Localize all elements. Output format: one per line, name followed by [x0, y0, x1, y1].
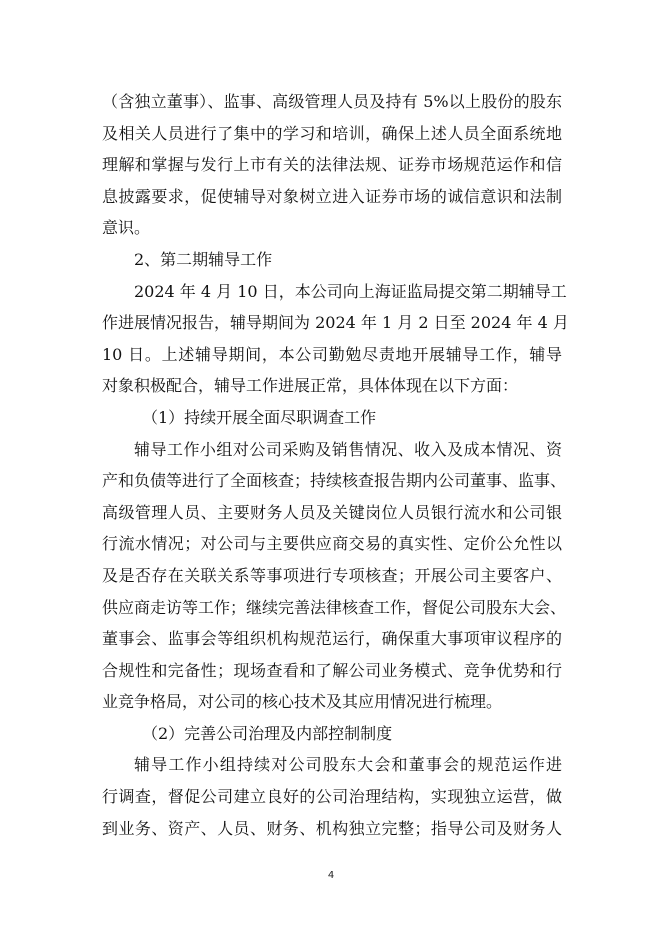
text-line: 董事会、监事会等组织机构规范运行，确保重大事项审议程序的 — [102, 629, 562, 649]
text-line: 及是否存在关联关系等事项进行专项核查；开展公司主要客户、 — [102, 565, 562, 585]
text-line: 合规性和完备性；现场查看和了解公司业务模式、竞争优势和行 — [102, 660, 562, 680]
text-line: 行流水情况；对公司与主要供应商交易的真实性、定价公允性以 — [102, 534, 562, 554]
text-line: 息披露要求，促使辅导对象树立进入证券市场的诚信意识和法制 — [102, 186, 562, 206]
text-line: 业竞争格局，对公司的核心技术及其应用情况进行梳理。 — [102, 692, 503, 712]
text-line: 及相关人员进行了集中的学习和培训，确保上述人员全面系统地 — [102, 123, 562, 143]
text-line: 理解和掌握与发行上市有关的法律法规、证券市场规范运作和信 — [102, 155, 562, 175]
text-line: 产和负债等进行了全面核查；持续核查报告期内公司董事、监事、 — [102, 471, 567, 491]
text-line: 辅导工作小组持续对公司股东大会和董事会的规范运作进 — [134, 755, 562, 775]
text-line: 到业务、资产、人员、财务、机构独立完整；指导公司及财务人 — [102, 818, 562, 838]
text-line: 意识。 — [102, 218, 151, 238]
text-line: 10 日。上述辅导期间，本公司勤勉尽责地开展辅导工作，辅导 — [102, 344, 562, 364]
text-line: 高级管理人员、主要财务人员及关键岗位人员银行流水和公司银 — [102, 502, 562, 522]
text-line: 行调查，督促公司建立良好的公司治理结构，实现独立运营，做 — [102, 787, 562, 807]
text-line: （含独立董事）、监事、高级管理人员及持有 5%以上股份的股东 — [102, 92, 562, 111]
subsection-heading: （1）持续开展全面尽职调查工作 — [142, 407, 377, 427]
text-line: 作进展情况报告，辅导期间为 2024 年 1 月 2 日至 2024 年 4 月 — [102, 313, 569, 333]
subsection-heading: （2）完善公司治理及内部控制制度 — [142, 723, 393, 743]
text-line: 对象积极配合，辅导工作进展正常，具体体现在以下方面： — [102, 376, 519, 396]
text-line: 辅导工作小组对公司采购及销售情况、收入及成本情况、资 — [134, 439, 562, 459]
section-heading: 2、第二期辅导工作 — [134, 249, 273, 269]
text-line: 2024 年 4 月 10 日，本公司向上海证监局提交第二期辅导工 — [134, 281, 567, 301]
text-line: 供应商走访等工作；继续完善法律核查工作，督促公司股东大会、 — [102, 597, 567, 617]
body-text — [102, 86, 569, 844]
page-number: 4 — [327, 870, 335, 881]
